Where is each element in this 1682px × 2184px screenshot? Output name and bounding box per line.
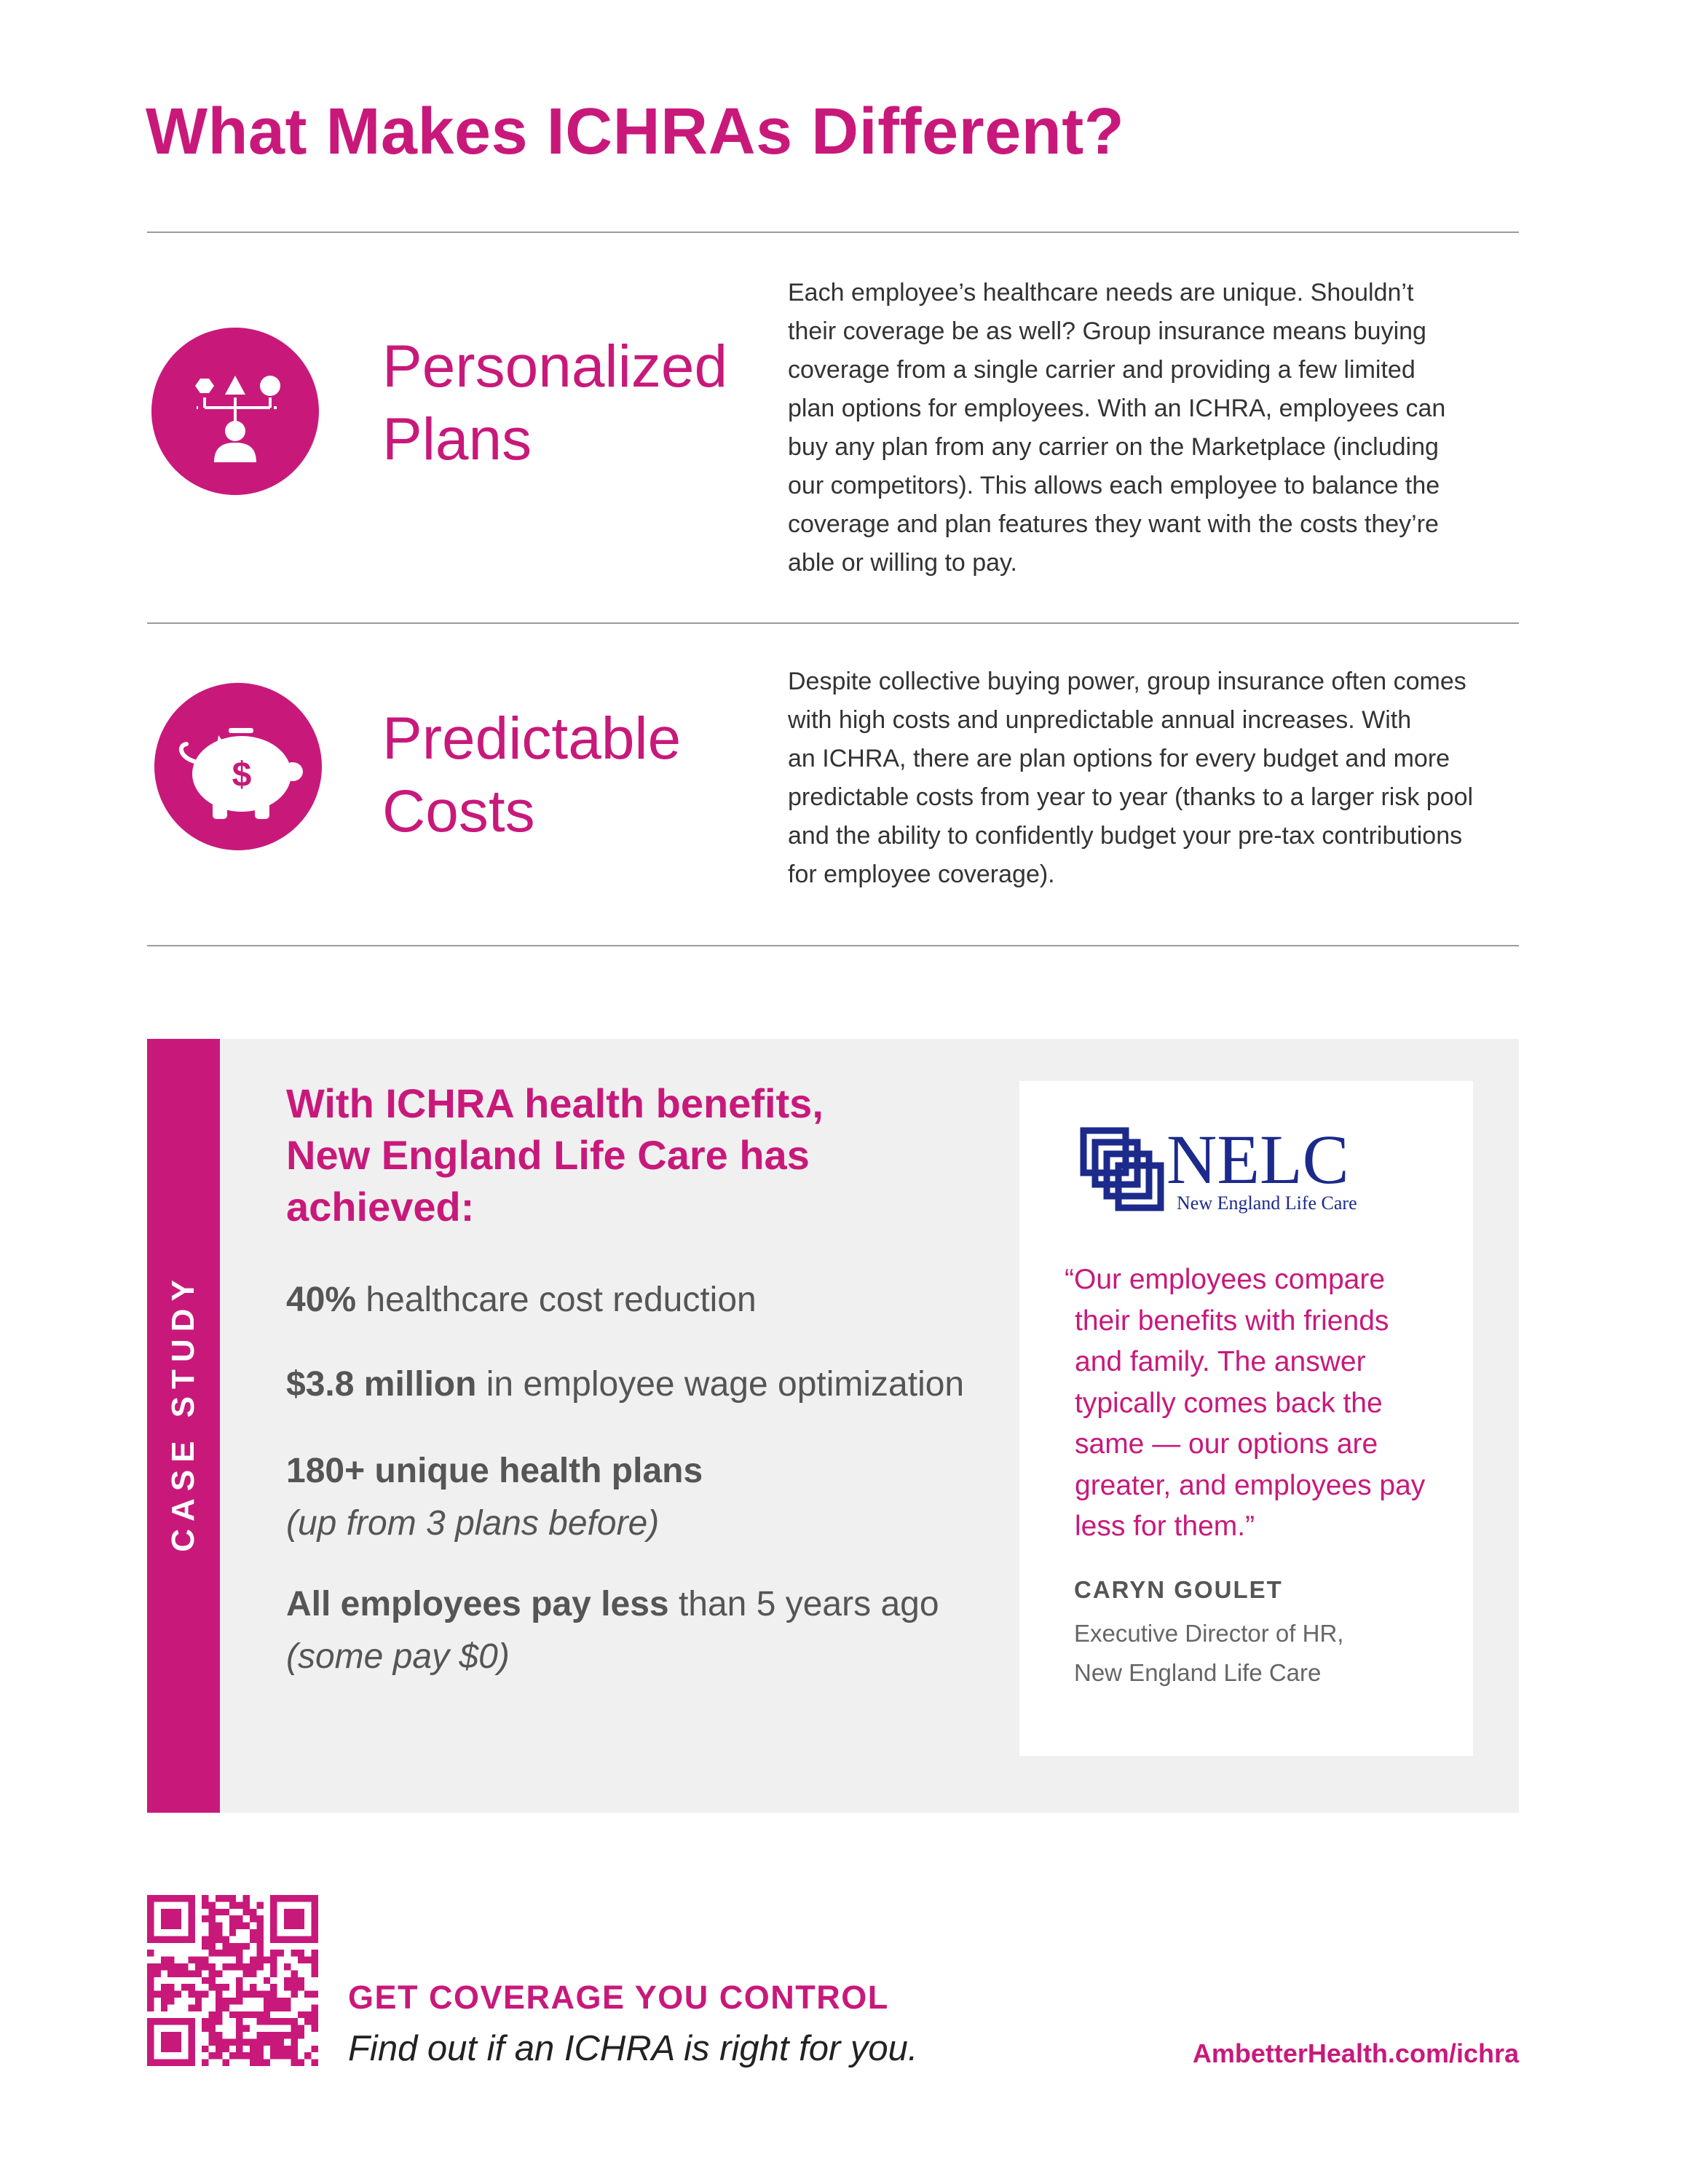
nelc-logo <box>1079 1119 1385 1221</box>
stat-cost-reduction: 40% healthcare cost reduction <box>286 1281 757 1319</box>
testimonial-author: CARYN GOULET <box>1074 1576 1283 1603</box>
testimonial-author-role: Executive Director of HR, New England Life Care <box>1074 1620 1344 1686</box>
divider <box>147 232 1519 233</box>
stat-unique-plans: 180+ unique health plans (up from 3 plans before) <box>286 1452 703 1543</box>
case-study-label: CASE STUDY <box>165 1273 201 1552</box>
svg-text:NELC: NELC <box>1166 1120 1349 1198</box>
website-link[interactable]: AmbetterHealth.com/ichra <box>1192 2038 1519 2068</box>
svg-text:New England Life Care: New England Life Care <box>1177 1192 1357 1214</box>
divider <box>147 622 1519 624</box>
case-study-heading: With ICHRA health benefits, New England Life Care has achieved: <box>286 1080 824 1230</box>
feature-description-personalized-plans: Each employee’s healthcare needs are unique. Shouldn’t their coverage be as well? Group insurance means buying coverage from a single carrier and providing a few limited plan options for employees. With an ICHRA, employees can buy any plan from any carrier on the Marketplace (including our competitors). This allows each employee to balance the coverage and plan features they want with the costs they’re able or willing to pay. <box>788 279 1446 577</box>
stat-wage-optimization: $3.8 million in employee wage optimization <box>286 1365 965 1404</box>
divider <box>147 945 1519 946</box>
page-title: What Makes ICHRAs Different? <box>146 95 1125 168</box>
stat-employees-pay-less: All employees pay less than 5 years ago (some pay $0) <box>286 1585 939 1676</box>
cta-subheading: Find out if an ICHRA is right for you. <box>348 2029 918 2068</box>
plan-options-icon <box>151 328 319 495</box>
piggy-bank-icon <box>154 683 322 850</box>
feature-heading-personalized-plans: Personalized Plans <box>382 333 728 472</box>
cta-heading: GET COVERAGE YOU CONTROL <box>348 1979 889 2016</box>
qr-code[interactable] <box>147 1895 318 2066</box>
svg-text:$: $ <box>232 756 252 794</box>
feature-heading-predictable-costs: Predictable Costs <box>382 705 682 844</box>
testimonial-quote: “Our employees compare their benefits with friends and family. The answer typically comes back the same — our options are greater, and employees pay less for them.” <box>1065 1264 1426 1542</box>
feature-description-predictable-costs: Despite collective buying power, group insurance often comes with high costs and unpredictable annual increases. With an ICHRA, there are plan options for every budget and more predictable costs from year to year (thanks to a larger risk pool and the ability to confidently budget your pre-tax contributions for employee coverage). <box>788 668 1474 888</box>
testimonial-card <box>1019 1081 1473 1756</box>
